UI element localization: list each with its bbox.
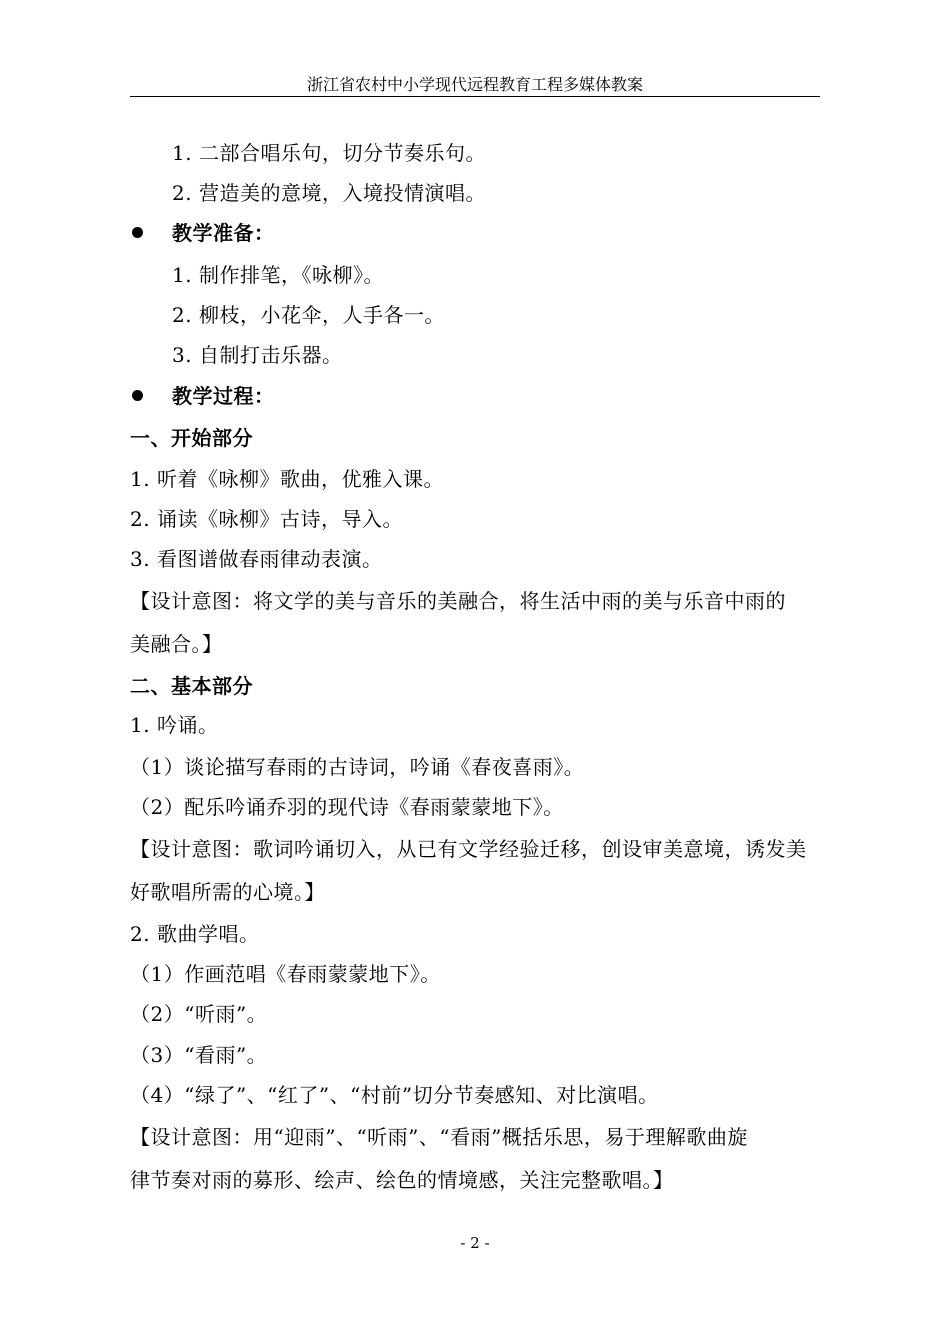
basic-item-1: 1. 吟诵。 xyxy=(130,713,219,737)
singing-subitem-2: （2）“听雨”。 xyxy=(130,1002,268,1026)
prep-item-3: 3. 自制打击乐器。 xyxy=(172,343,343,367)
header-rule xyxy=(130,96,820,97)
part-heading-start: 一、开始部分 xyxy=(130,426,253,450)
goal-item-2: 2. 营造美的意境，入境投情演唱。 xyxy=(172,181,486,205)
singing-subitem-3: （3）“看雨”。 xyxy=(130,1043,268,1067)
design-intent-1-line-1: 【设计意图：将文学的美与音乐的美融合，将生活中雨的美与乐音中雨的 xyxy=(130,589,786,613)
start-item-2: 2. 诵读《咏柳》古诗，导入。 xyxy=(130,507,403,531)
basic-subitem-2: （2）配乐吟诵乔羽的现代诗《春雨蒙蒙地下》。 xyxy=(130,795,564,819)
start-item-3: 3. 看图谱做春雨律动表演。 xyxy=(130,547,383,571)
bullet-icon xyxy=(132,227,143,238)
part-heading-basic: 二、基本部分 xyxy=(130,674,253,698)
design-intent-2-line-2: 好歌唱所需的心境。】 xyxy=(130,880,325,904)
basic-subitem-1: （1）谈论描写春雨的古诗词，吟诵《春夜喜雨》。 xyxy=(130,755,585,779)
prep-item-1: 1. 制作排笔，《咏柳》。 xyxy=(172,263,384,287)
basic-item-2: 2. 歌曲学唱。 xyxy=(130,922,260,946)
design-intent-2-line-1: 【设计意图：歌词吟诵切入，从已有文学经验迁移，创设审美意境，诱发美 xyxy=(130,837,807,861)
bullet-icon xyxy=(132,390,143,401)
page-number: - 2 - xyxy=(460,1234,490,1252)
section-heading-preparation: 教学准备： xyxy=(172,221,275,245)
design-intent-3-line-1: 【设计意图：用“迎雨”、“听雨”、“看雨”概括乐思，易于理解歌曲旋 xyxy=(130,1125,748,1149)
singing-subitem-4: （4）“绿了”、“红了”、“村前”切分节奏感知、对比演唱。 xyxy=(130,1083,659,1107)
start-item-1: 1. 听着《咏柳》歌曲，优雅入课。 xyxy=(130,467,444,491)
page-header: 浙江省农村中小学现代远程教育工程多媒体教案 xyxy=(306,75,643,94)
prep-item-2: 2. 柳枝，小花伞，人手各一。 xyxy=(172,303,445,327)
section-heading-process: 教学过程： xyxy=(172,384,275,408)
singing-subitem-1: （1）作画范唱《春雨蒙蒙地下》。 xyxy=(130,962,441,986)
goal-item-1: 1. 二部合唱乐句，切分节奏乐句。 xyxy=(172,141,486,165)
design-intent-1-line-2: 美融合。】 xyxy=(130,632,223,656)
design-intent-3-line-2: 律节奏对雨的募形、绘声、绘色的情境感，关注完整歌唱。】 xyxy=(130,1168,674,1192)
